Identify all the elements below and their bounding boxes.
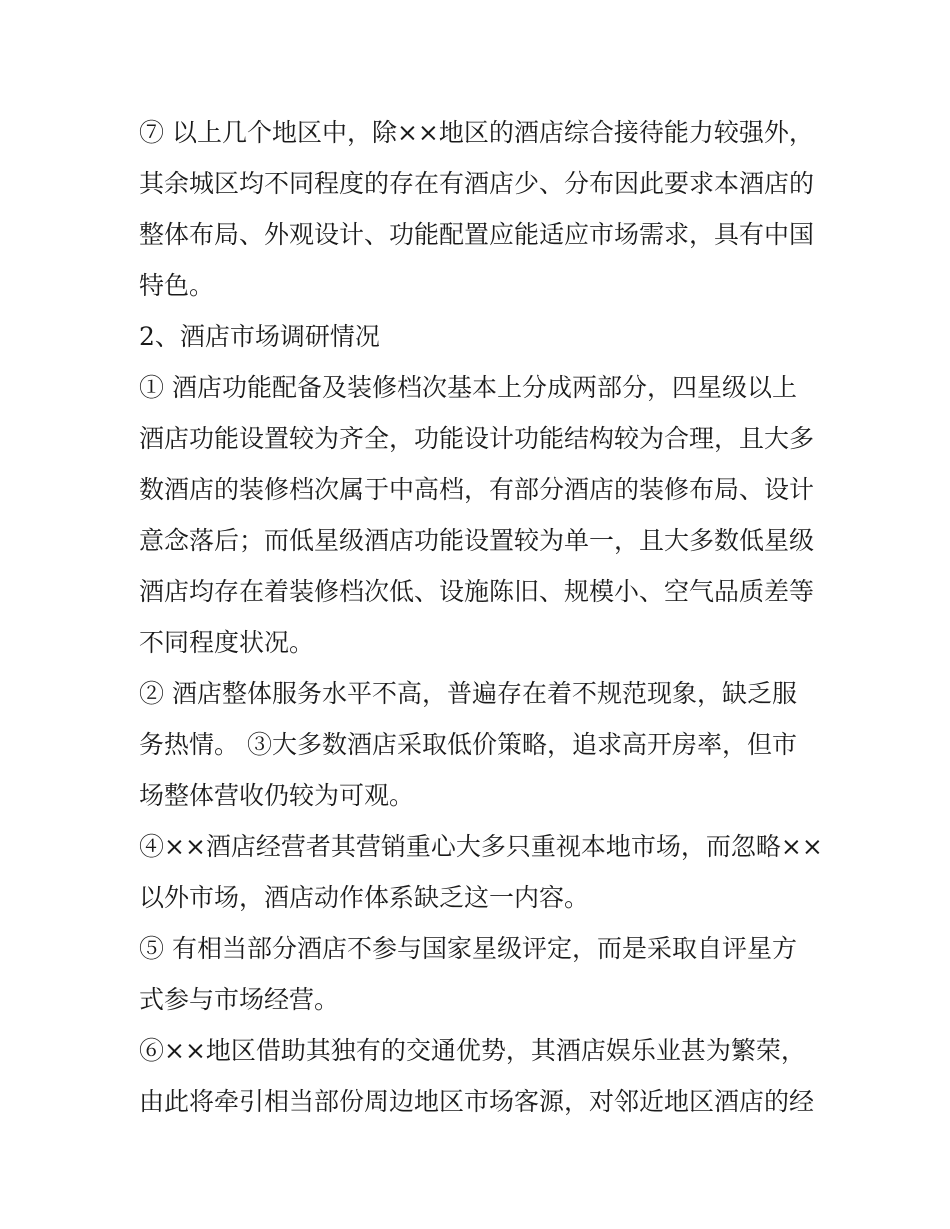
text-line: ⑦ 以上几个地区中，除××地区的酒店综合接待能力较强外， (139, 118, 814, 147)
text-line: 整体布局、外观设计、功能配置应能适应市场需求，具有中国 (139, 220, 815, 249)
text-line: 式参与市场经营。 (139, 985, 340, 1014)
text-line: ⑤ 有相当部分酒店不参与国家星级评定，而是采取自评星方 (139, 934, 797, 963)
text-line: 数酒店的装修档次属于中高档，有部分酒店的装修布局、设计 (139, 475, 815, 504)
document-body (139, 107, 823, 1127)
text-line: 务热情。 ③大多数酒店采取低价策略，追求高开房率，但市 (139, 730, 797, 759)
text-line: ④××酒店经营者其营销重心大多只重视本地市场，而忽略×× (139, 832, 823, 861)
text-line: ⑥××地区借助其独有的交通优势，其酒店娱乐业甚为繁荣， (139, 1036, 806, 1065)
text-line: 由此将牵引相当部份周边地区市场客源，对邻近地区酒店的经 (139, 1087, 815, 1116)
text-line: 酒店均存在着装修档次低、设施陈旧、规模小、空气品质差等 (139, 577, 815, 606)
text-line: 场整体营收仍较为可观。 (139, 781, 415, 810)
text-line: ② 酒店整体服务水平不高，普遍存在着不规范现象，缺乏服 (139, 679, 797, 708)
text-line: 酒店功能设置较为齐全，功能设计功能结构较为合理，且大多 (139, 424, 815, 453)
text-line: ① 酒店功能配备及装修档次基本上分成两部分，四星级以上 (139, 373, 797, 402)
text-line: 特色。 (139, 271, 215, 300)
text-line: 不同程度状况。 (139, 628, 315, 657)
text-line: 其余城区均不同程度的存在有酒店少、分布因此要求本酒店的 (139, 169, 815, 198)
text-line: 意念落后；而低星级酒店功能设置较为单一，且大多数低星级 (139, 526, 815, 555)
section-heading: 2、酒店市场调研情况 (139, 322, 380, 351)
text-line: 以外市场，酒店动作体系缺乏这一内容。 (139, 883, 590, 912)
